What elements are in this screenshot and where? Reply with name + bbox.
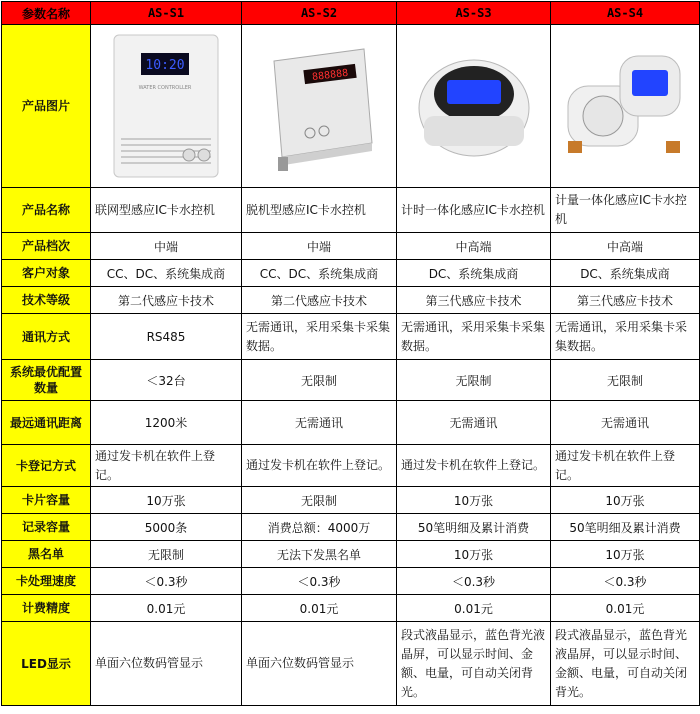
header-row <box>2 2 700 25</box>
cell-precision-s2: 0.01元 <box>242 595 397 622</box>
row-label-blacklist: 黑名单 <box>2 541 91 568</box>
cell-customer-s3: DC、系统集成商 <box>397 260 551 287</box>
row-label-max-distance: 最远通讯距离 <box>2 401 91 445</box>
row-image <box>2 25 700 188</box>
row-card-cap <box>2 487 700 514</box>
cell-grade-s2: 中端 <box>242 233 397 260</box>
row-customer <box>2 260 700 287</box>
row-grade <box>2 233 700 260</box>
cell-card-reg-s4: 通过发卡机在软件上登记。 <box>551 445 700 487</box>
cell-comm-s3: 无需通讯，采用采集卡采集数据。 <box>397 314 551 360</box>
cell-max-count-s2: 无限制 <box>242 360 397 401</box>
cell-card-cap-s3: 10万张 <box>397 487 551 514</box>
svg-text:10:20: 10:20 <box>145 58 185 73</box>
product-image-s4 <box>551 25 700 188</box>
cell-max-distance-s2: 无需通讯 <box>242 401 397 445</box>
cell-speed-s2: ＜0.3秒 <box>242 568 397 595</box>
row-tech <box>2 287 700 314</box>
cell-grade-s1: 中端 <box>91 233 242 260</box>
cell-record-cap-s4: 50笔明细及累计消费 <box>551 514 700 541</box>
model-header-s4: AS-S4 <box>551 2 700 25</box>
row-max-distance <box>2 401 700 445</box>
row-label-speed: 卡处理速度 <box>2 568 91 595</box>
cell-max-count-s3: 无限制 <box>397 360 551 401</box>
row-label-grade: 产品档次 <box>2 233 91 260</box>
cell-precision-s3: 0.01元 <box>397 595 551 622</box>
row-precision <box>2 595 700 622</box>
cell-card-reg-s2: 通过发卡机在软件上登记。 <box>242 445 397 487</box>
row-label-name: 产品名称 <box>2 188 91 233</box>
svg-text:WATER CONTROLLER: WATER CONTROLLER <box>138 85 192 91</box>
row-label-card-cap: 卡片容量 <box>2 487 91 514</box>
cell-customer-s1: CC、DC、系统集成商 <box>91 260 242 287</box>
cell-tech-s1: 第二代感应卡技术 <box>91 287 242 314</box>
row-name <box>2 188 700 233</box>
row-label-precision: 计费精度 <box>2 595 91 622</box>
cell-precision-s4: 0.01元 <box>551 595 700 622</box>
cell-customer-s4: DC、系统集成商 <box>551 260 700 287</box>
row-led <box>2 622 700 706</box>
cell-grade-s4: 中高端 <box>551 233 700 260</box>
spec-table <box>1 1 700 706</box>
row-comm <box>2 314 700 360</box>
cell-tech-s2: 第二代感应卡技术 <box>242 287 397 314</box>
cell-speed-s1: ＜0.3秒 <box>91 568 242 595</box>
cell-speed-s3: ＜0.3秒 <box>397 568 551 595</box>
cell-tech-s3: 第三代感应卡技术 <box>397 287 551 314</box>
cell-max-distance-s3: 无需通讯 <box>397 401 551 445</box>
cell-card-reg-s1: 通过发卡机在软件上登记。 <box>91 445 242 487</box>
cell-max-distance-s4: 无需通讯 <box>551 401 700 445</box>
cell-grade-s3: 中高端 <box>397 233 551 260</box>
row-label-max-count: 系统最优配置数量 <box>2 360 91 401</box>
cell-led-s3: 段式液晶显示，蓝色背光液晶屏，可以显示时间、金额、电量，可自动关闭背光。 <box>397 622 551 706</box>
cell-led-s4: 段式液晶显示，蓝色背光液晶屏，可以显示时间、金额、电量，可自动关闭背光。 <box>551 622 700 706</box>
cell-card-cap-s2: 无限制 <box>242 487 397 514</box>
cell-led-s1: 单面六位数码管显示 <box>91 622 242 706</box>
row-label-led: LED显示 <box>2 622 91 706</box>
product-image-s3 <box>397 25 551 188</box>
cell-record-cap-s2: 消费总额：4000万 <box>242 514 397 541</box>
row-card-reg <box>2 445 700 487</box>
cell-record-cap-s1: 5000条 <box>91 514 242 541</box>
cell-comm-s4: 无需通讯，采用采集卡采集数据。 <box>551 314 700 360</box>
param-name-header: 参数名称 <box>2 2 91 25</box>
cell-led-s2: 单面六位数码管显示 <box>242 622 397 706</box>
cell-speed-s4: ＜0.3秒 <box>551 568 700 595</box>
row-label-card-reg: 卡登记方式 <box>2 445 91 487</box>
cell-comm-s2: 无需通讯，采用采集卡采集数据。 <box>242 314 397 360</box>
product-image-s2 <box>242 25 397 188</box>
row-blacklist <box>2 541 700 568</box>
cell-precision-s1: 0.01元 <box>91 595 242 622</box>
cell-blacklist-s4: 10万张 <box>551 541 700 568</box>
model-header-s2: AS-S2 <box>242 2 397 25</box>
cell-name-s4: 计量一体化感应IC卡水控机 <box>551 188 700 233</box>
svg-text:888888: 888888 <box>311 67 349 84</box>
product-image-s1 <box>91 25 242 188</box>
row-record-cap <box>2 514 700 541</box>
cell-card-cap-s4: 10万张 <box>551 487 700 514</box>
cell-blacklist-s1: 无限制 <box>91 541 242 568</box>
row-label-image: 产品图片 <box>2 25 91 188</box>
cell-name-s2: 脱机型感应IC卡水控机 <box>242 188 397 233</box>
row-max-count <box>2 360 700 401</box>
model-header-s1: AS-S1 <box>91 2 242 25</box>
model-header-s3: AS-S3 <box>397 2 551 25</box>
cell-card-cap-s1: 10万张 <box>91 487 242 514</box>
row-speed <box>2 568 700 595</box>
cell-max-count-s1: ＜32台 <box>91 360 242 401</box>
cell-max-count-s4: 无限制 <box>551 360 700 401</box>
cell-record-cap-s3: 50笔明细及累计消费 <box>397 514 551 541</box>
cell-customer-s2: CC、DC、系统集成商 <box>242 260 397 287</box>
cell-max-distance-s1: 1200米 <box>91 401 242 445</box>
cell-name-s1: 联网型感应IC卡水控机 <box>91 188 242 233</box>
cell-tech-s4: 第三代感应卡技术 <box>551 287 700 314</box>
cell-name-s3: 计时一体化感应IC卡水控机 <box>397 188 551 233</box>
row-label-customer: 客户对象 <box>2 260 91 287</box>
row-label-record-cap: 记录容量 <box>2 514 91 541</box>
row-label-comm: 通讯方式 <box>2 314 91 360</box>
row-label-tech: 技术等级 <box>2 287 91 314</box>
cell-blacklist-s3: 10万张 <box>397 541 551 568</box>
cell-card-reg-s3: 通过发卡机在软件上登记。 <box>397 445 551 487</box>
cell-blacklist-s2: 无法下发黑名单 <box>242 541 397 568</box>
cell-comm-s1: RS485 <box>91 314 242 360</box>
